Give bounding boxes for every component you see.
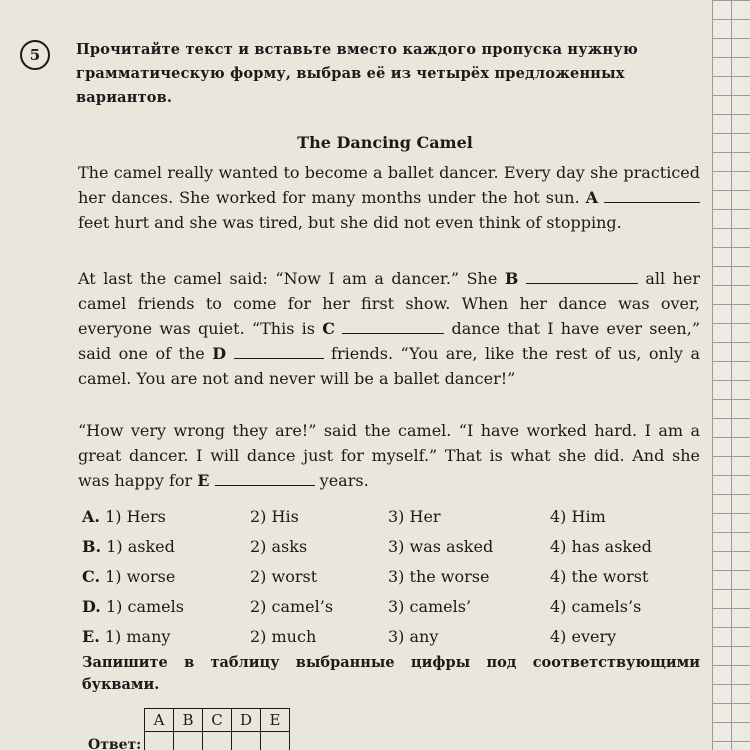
gap-label-d: D [212,344,227,363]
gap-label-a: A [585,188,599,207]
option-d-4: 4) camels’s [550,597,642,616]
write-instruction: Запишите в таблицу выбранные цифры под соответствующими буквами. [82,654,700,693]
option-b-4: 4) has asked [550,537,652,556]
option-a-1: A. 1) Hers [82,507,166,526]
option-e-1: E. 1) many [82,627,171,646]
answer-col-c: C [203,709,232,732]
answer-table [144,708,290,750]
p2-text-a: At last the camel said: “Now I am a dancer.” She [78,269,498,288]
option-d-2: 2) camel’s [250,597,334,616]
answer-cell-c[interactable] [203,732,232,750]
option-b-3: 3) was asked [388,537,494,556]
option-b-1: B. 1) asked [82,537,175,556]
answer-cell-e[interactable] [261,732,290,750]
gap-blank-d [234,342,324,359]
p3-text-b: years. [319,471,369,490]
option-e-4: 4) every [550,627,617,646]
option-a-4: 4) Him [550,507,606,526]
p1-text-a: The camel really wanted to become a ballet dancer. Every day she practiced her dances. She worked for many months under the hot sun. [78,163,700,207]
gap-blank-c [342,317,444,334]
p3-text-a: “How very wrong they are!” said the camel. “I have worked hard. I am a great dancer. I will dance just for myself.” That is what she did. And she was happy for [78,421,700,490]
option-e-2: 2) much [250,627,317,646]
gap-label-b: B [504,269,519,288]
gap-label-e: E [197,471,210,490]
answer-col-b: B [174,709,203,732]
paragraph-3 [78,418,700,493]
answer-cell-b[interactable] [174,732,203,750]
option-row-a [82,505,702,535]
text-title: The Dancing Camel [297,133,473,152]
answer-col-e: E [261,709,290,732]
answer-label: Ответ: [88,737,142,750]
option-d-1: D. 1) camels [82,597,184,616]
answer-cell-d[interactable] [232,732,261,750]
paragraph-2 [78,266,700,391]
option-c-4: 4) the worst [550,567,649,586]
option-row-c [82,565,702,595]
task-number: 5 [29,46,41,64]
gap-blank-b [526,267,638,284]
option-c-1: C. 1) worse [82,567,176,586]
gap-label-c: C [322,319,335,338]
gap-blank-a [604,186,700,203]
answer-col-a: A [145,709,174,732]
task-instruction: Прочитайте текст и вставьте вместо каждого пропуска нужную грамматическую форму, выбрав её из четырёх предложенных вариантов. [76,41,638,106]
option-c-3: 3) the worse [388,567,490,586]
option-d-3: 3) camels’ [388,597,472,616]
p2-text-d: friends. “You are, like the rest of us, only a camel. You are not and never will be a ballet dancer!” [78,344,700,388]
answer-input-row [145,732,290,750]
option-a-2: 2) His [250,507,299,526]
option-row-d [82,595,702,625]
option-e-3: 3) any [388,627,439,646]
grid-paper-edge [712,0,750,750]
option-row-e [82,625,702,655]
option-c-2: 2) worst [250,567,318,586]
gap-blank-e [215,469,315,486]
answer-col-d: D [232,709,261,732]
answer-cell-a[interactable] [145,732,174,750]
option-row-b [82,535,702,565]
answer-header-row [145,709,290,732]
option-b-2: 2) asks [250,537,308,556]
answer-options [82,505,702,655]
task-number-badge [20,40,50,70]
p1-text-b: feet hurt and she was tired, but she did not even think of stopping. [78,213,622,232]
p2-text-b: all her camel friends to come for her first show. When her dance was over, everyone was quiet. “This is [78,269,701,338]
p2-text-c: dance that I have ever seen,” said one of the [78,319,701,363]
option-a-3: 3) Her [388,507,441,526]
paragraph-1 [78,160,700,235]
